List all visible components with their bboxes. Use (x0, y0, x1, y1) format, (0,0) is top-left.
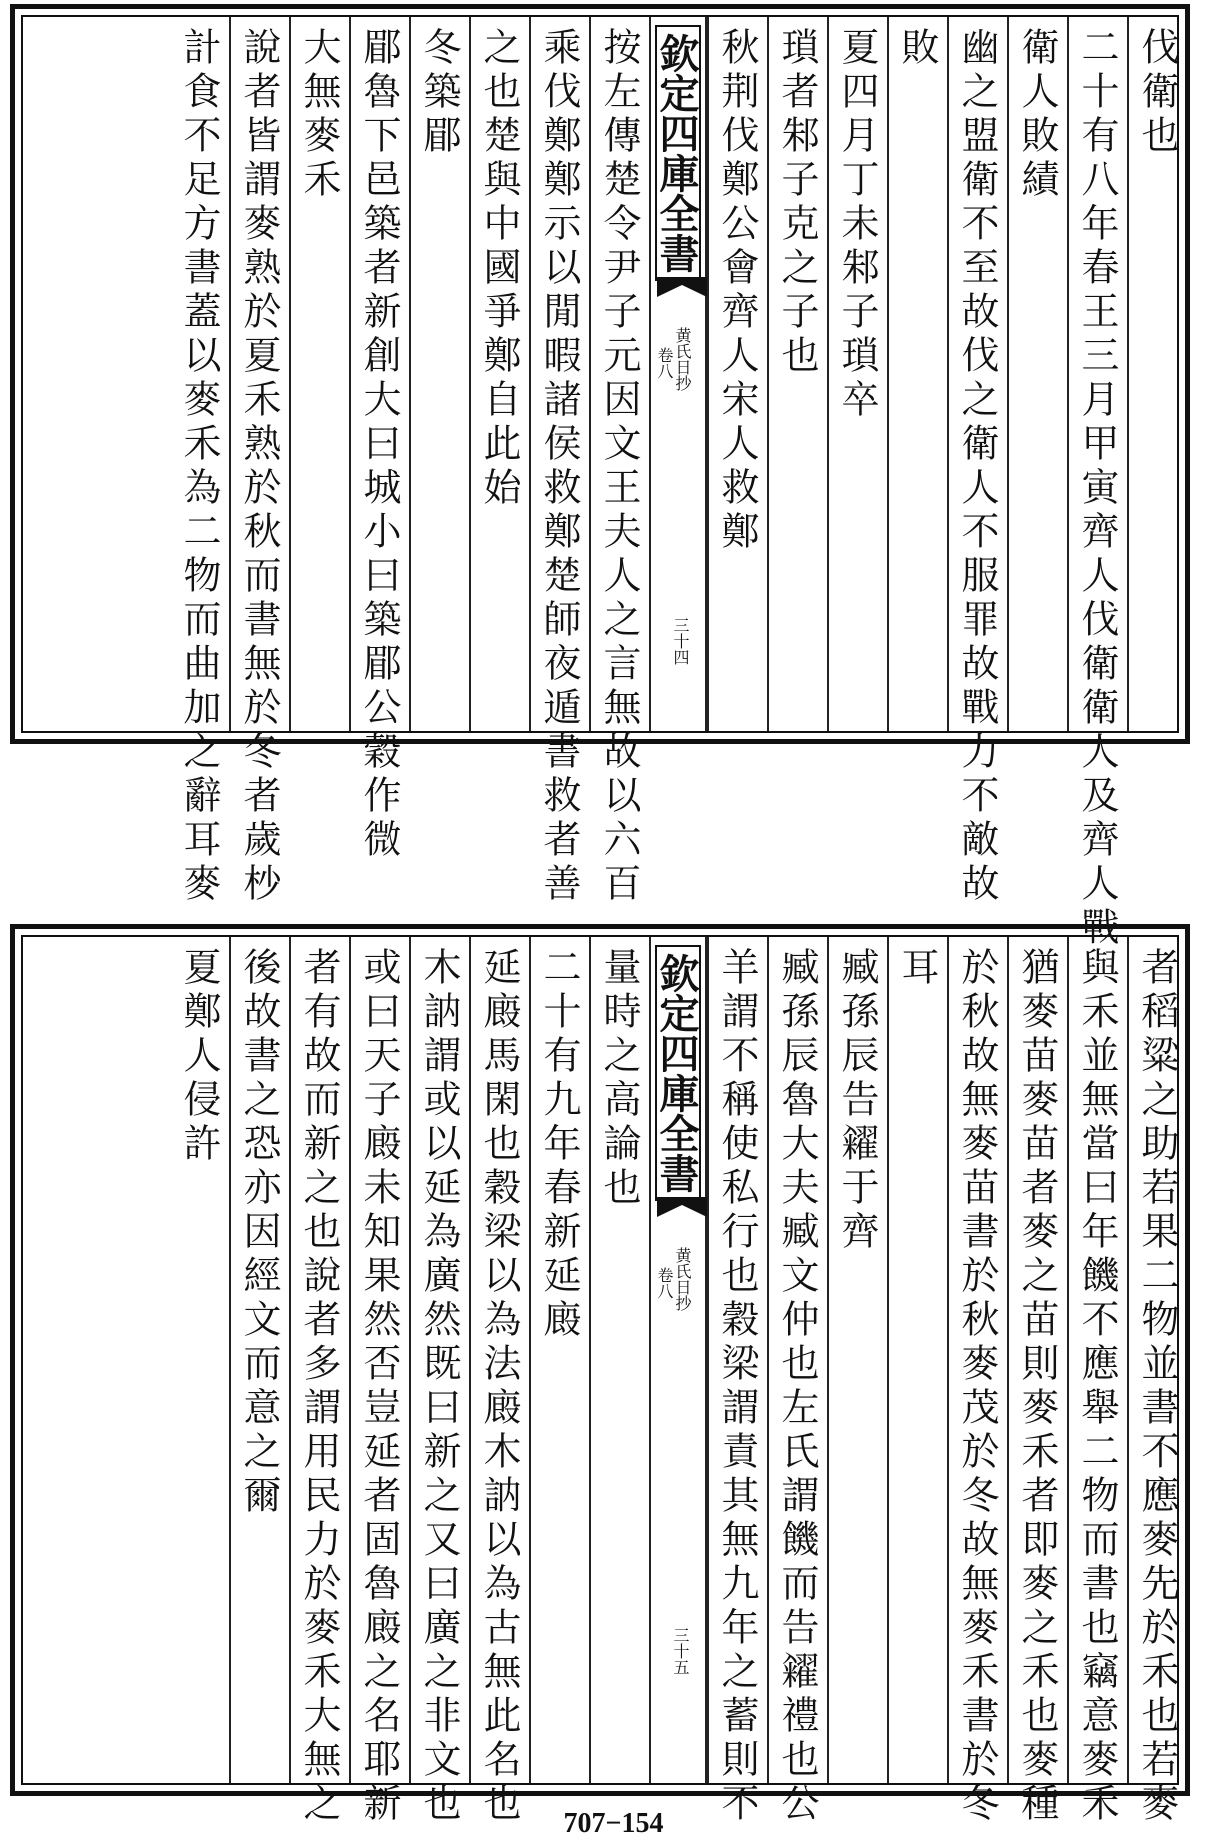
banner-page-number: 三十五 (671, 1627, 690, 1675)
banner-volume: 卷八 (655, 347, 674, 379)
column-text: 夏鄭人侵許 (177, 947, 221, 1167)
column-text: 敗 (895, 27, 939, 71)
column-text: 伐衛也 (1135, 27, 1179, 159)
text-column (289, 937, 349, 1827)
column-text: 按左傳楚令尹子元因文王夫人之言無故以六百 (597, 27, 641, 907)
text-column (1127, 17, 1187, 731)
column-text: 臧孫辰告糴于齊 (835, 947, 879, 1255)
fish-tail-mark-icon (657, 1197, 707, 1237)
column-text: 幽之盟衛不至故伐之衛人不服罪故戰力不敵故 (955, 27, 999, 907)
text-column (409, 17, 469, 731)
column-text: 瑣者邾子克之子也 (775, 27, 819, 379)
text-column (469, 17, 529, 731)
banner-source: 黄氏日抄 (673, 327, 692, 391)
text-column (767, 17, 827, 731)
column-text: 與禾並無當曰年饑不應舉二物而書也竊意麥禾 (1075, 947, 1119, 1827)
column-text: 者有故而新之也說者多謂用民力於麥禾大無之 (297, 947, 341, 1827)
banner-title: 欽定四庫全書 (655, 945, 701, 1201)
text-column (1067, 17, 1127, 951)
text-column (1127, 937, 1187, 1827)
text-column (529, 937, 589, 1783)
column-text: 於秋故無麥苗書於秋麥茂於冬故無麥禾書於冬 (955, 947, 999, 1827)
text-column (827, 17, 887, 731)
banner-page-number: 三十四 (671, 617, 690, 665)
column-text: 大無麥禾 (297, 27, 341, 203)
banner-volume: 卷八 (655, 1267, 674, 1299)
page-banner (649, 17, 707, 731)
text-column (289, 17, 349, 731)
column-text: 二十有八年春王三月甲寅齊人伐衛衛人及齊人戰 (1075, 27, 1119, 951)
column-text: 量時之高論也 (597, 947, 641, 1211)
text-column (947, 937, 1007, 1827)
text-column (229, 937, 289, 1783)
text-column (589, 937, 649, 1783)
top-page-frame (21, 15, 1179, 951)
column-text: 耳 (895, 947, 939, 991)
text-column (1007, 17, 1067, 731)
column-text: 猶麥苗麥苗者麥之苗則麥禾者即麥之禾也麥種 (1015, 947, 1059, 1827)
text-column (409, 937, 469, 1827)
text-column (947, 17, 1007, 907)
column-text: 郿魯下邑築者新創大曰城小曰築郿公穀作微 (357, 27, 401, 863)
column-text: 冬築郿 (417, 27, 461, 159)
top-page (10, 4, 1190, 951)
column-text: 木訥謂或以延為廣然既曰新之又曰廣之非文也 (417, 947, 461, 1827)
text-column (767, 937, 827, 1827)
page-banner (649, 937, 707, 1783)
page-code: 707−154 (563, 1808, 664, 1839)
text-column (707, 937, 767, 1827)
column-text: 二十有九年春新延廄 (537, 947, 581, 1343)
column-text: 者稻粱之助若果二物並書不應麥先於禾也若麥 (1135, 947, 1179, 1827)
column-text: 或曰天子廄未知果然否豈延者固魯廄之名耶新 (357, 947, 401, 1827)
banner-title: 欽定四庫全書 (655, 25, 701, 281)
column-text: 羊謂不稱使私行也穀梁謂責其無九年之蓄則不 (715, 947, 759, 1827)
text-column (229, 17, 289, 907)
text-column (529, 17, 589, 907)
column-text: 夏四月丁未邾子瑣卒 (835, 27, 879, 423)
text-column (887, 17, 947, 731)
column-text: 衛人敗績 (1015, 27, 1059, 203)
text-column (349, 937, 409, 1827)
column-text: 後故書之恐亦因經文而意之爾 (237, 947, 281, 1519)
column-text: 秋荆伐鄭公會齊人宋人救鄭 (715, 27, 759, 555)
text-column (1067, 937, 1127, 1827)
column-text: 之也楚與中國爭鄭自此始 (477, 27, 521, 511)
text-column (349, 17, 409, 863)
text-column (589, 17, 649, 907)
text-column (887, 937, 947, 1783)
column-text: 臧孫辰魯大夫臧文仲也左氏謂饑而告糴禮也公 (775, 947, 819, 1827)
text-column (827, 937, 887, 1783)
banner-source: 黄氏日抄 (673, 1247, 692, 1311)
text-column (169, 17, 229, 907)
fish-tail-mark-icon (657, 277, 707, 317)
column-text: 延廄馬閑也穀梁以為法廄木訥以為古無此名也 (477, 947, 521, 1827)
column-text: 計食不足方書蓋以麥禾為二物而曲加之辭耳麥 (177, 27, 221, 907)
column-text: 說者皆謂麥熟於夏禾熟於秋而書無於冬者歲杪 (237, 27, 281, 907)
text-column (1007, 937, 1067, 1827)
text-column (707, 17, 767, 731)
text-column (169, 937, 229, 1783)
text-column (469, 937, 529, 1827)
column-text: 乘伐鄭鄭示以閒暇諸侯救鄭楚師夜遁書救者善 (537, 27, 581, 907)
